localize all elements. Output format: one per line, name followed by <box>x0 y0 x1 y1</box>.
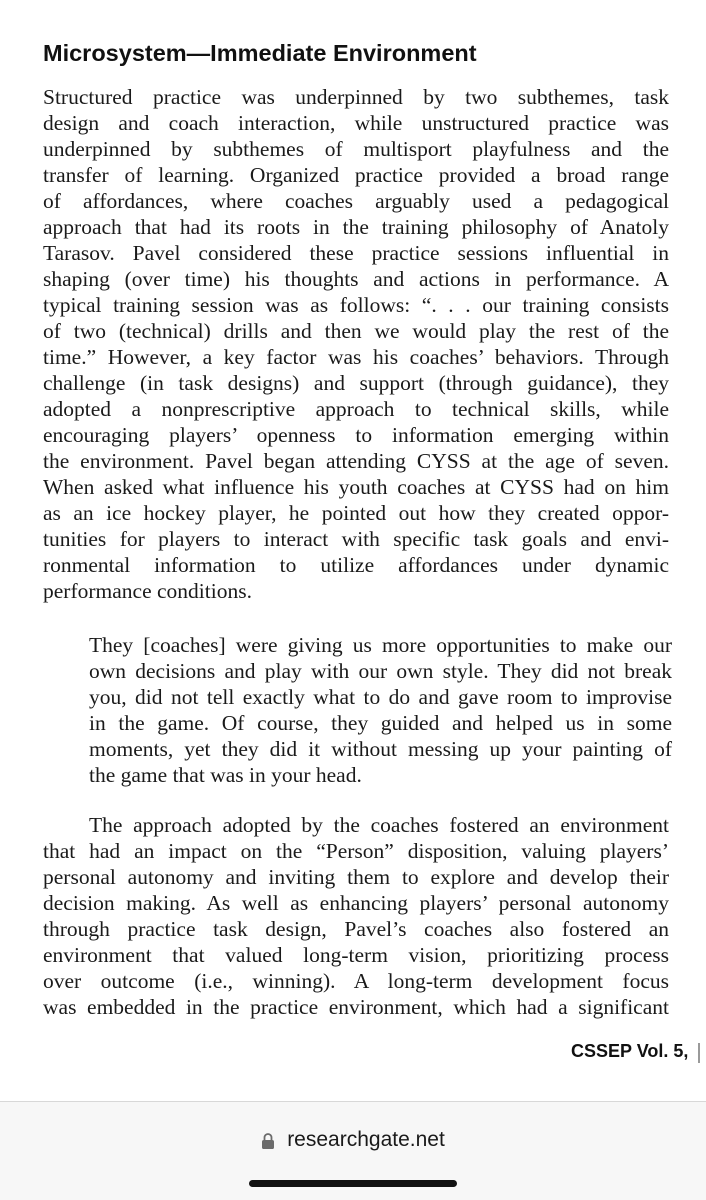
text-line: typical training session was as follows: “. . . our training consists <box>43 293 669 317</box>
text-line: decision making. As well as enhancing players’ personal autonomy <box>43 891 669 915</box>
quote-line: They [coaches] were giving us more opportunities to make our <box>89 633 672 657</box>
text-line: Structured practice was underpinned by two subthemes, task <box>43 85 669 109</box>
text-line: as an ice hockey player, he pointed out how they created oppor- <box>43 501 669 525</box>
text-line: ronmental information to utilize affordances under dynamic <box>43 553 669 577</box>
text-line: personal autonomy and inviting them to explore and develop their <box>43 865 669 889</box>
text-line: Tarasov. Pavel considered these practice sessions influential in <box>43 241 669 265</box>
text-line: adopted a nonprescriptive approach to technical skills, while <box>43 397 669 421</box>
text-line: performance conditions. <box>43 579 252 603</box>
text-line: shaping (over time) his thoughts and actions in performance. A <box>43 267 669 291</box>
url-text[interactable]: researchgate.net <box>287 1128 445 1151</box>
text-line: was embedded in the practice environment, which had a significant <box>43 995 669 1019</box>
text-line: design and coach interaction, while unstructured practice was <box>43 111 669 135</box>
quote-line: own decisions and play with our own style. They did not break <box>89 659 672 683</box>
text-line: time.” However, a key factor was his coaches’ behaviors. Through <box>43 345 669 369</box>
text-line: underpinned by subthemes of multisport playfulness and the <box>43 137 669 161</box>
text-line: approach that had its roots in the training philosophy of Anatoly <box>43 215 669 239</box>
text-line: that had an impact on the “Person” disposition, valuing players’ <box>43 839 669 863</box>
text-line: encouraging players’ openness to information emerging within <box>43 423 669 447</box>
text-line: of two (technical) drills and then we would play the rest of the <box>43 319 669 343</box>
text-line: The approach adopted by the coaches fostered an environment <box>89 813 669 837</box>
quote-line: in the game. Of course, they guided and helped us in some <box>89 711 672 735</box>
section-heading: Microsystem—Immediate Environment <box>43 40 477 66</box>
text-line: of affordances, where coaches arguably used a pedagogical <box>43 189 669 213</box>
text-line: the environment. Pavel began attending CYSS at the age of seven. <box>43 449 669 473</box>
home-indicator[interactable] <box>249 1180 457 1187</box>
text-line: tunities for players to interact with specific task goals and envi- <box>43 527 669 551</box>
text-line: When asked what influence his youth coaches at CYSS had on him <box>43 475 669 499</box>
text-line: over outcome (i.e., winning). A long-term development focus <box>43 969 669 993</box>
page-edge-marker <box>698 1043 700 1063</box>
text-line: transfer of learning. Organized practice provided a broad range <box>43 163 669 187</box>
text-line: challenge (in task designs) and support (through guidance), they <box>43 371 669 395</box>
journal-footer: CSSEP Vol. 5, <box>571 1041 689 1061</box>
quote-line: you, did not tell exactly what to do and gave room to improvise <box>89 685 672 709</box>
quote-line: moments, yet they did it without messing up your painting of <box>89 737 672 761</box>
text-line: environment that valued long-term vision, prioritizing process <box>43 943 669 967</box>
quote-line: the game that was in your head. <box>89 763 362 787</box>
address-bar[interactable] <box>0 1122 706 1158</box>
lock-icon <box>261 1132 275 1150</box>
text-line: through practice task design, Pavel’s coaches also fostered an <box>43 917 669 941</box>
